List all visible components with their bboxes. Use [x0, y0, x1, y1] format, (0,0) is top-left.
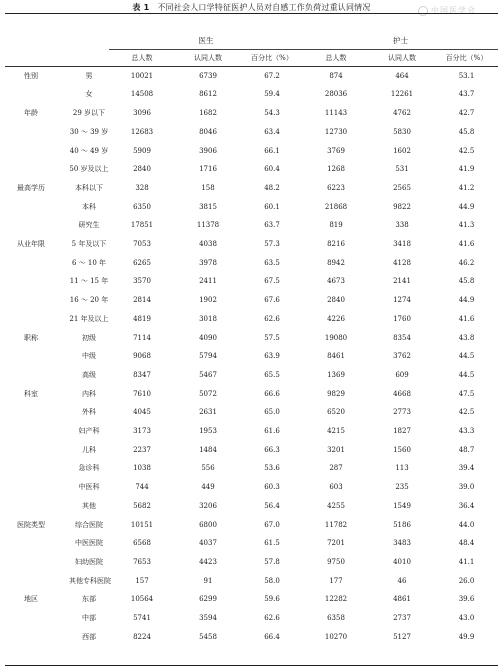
col-header-doctor-percent: 百分比（%）	[241, 49, 303, 66]
cell-doctor-percent: 57.8	[264, 557, 280, 566]
row-category	[5, 478, 57, 497]
table-row	[5, 254, 498, 273]
cell-nurse-percent: 45.8	[458, 127, 475, 136]
row-category: 从业年限	[17, 240, 45, 249]
cell-doctor-agree: 6800	[199, 520, 217, 529]
cell-nurse-percent: 41.6	[458, 314, 475, 323]
table-row	[5, 347, 498, 366]
cell-nurse-total: 12730	[324, 127, 348, 136]
row-category	[5, 254, 57, 273]
cell-nurse-percent: 42.5	[458, 146, 475, 155]
cell-doctor-percent: 60.1	[264, 202, 280, 211]
cell-nurse-total: 1268	[327, 165, 345, 174]
row-subgroup: 30 ～ 39 岁	[69, 127, 109, 136]
cell-nurse-agree: 3418	[393, 240, 411, 249]
cell-nurse-percent: 43.3	[458, 427, 475, 436]
cell-doctor-agree: 2411	[199, 277, 217, 286]
row-subgroup: 女	[85, 90, 93, 99]
cell-nurse-agree: 46	[397, 576, 407, 585]
cell-doctor-agree: 1682	[199, 109, 217, 118]
cell-doctor-percent: 67.2	[264, 71, 280, 80]
cell-doctor-total: 8347	[133, 370, 151, 379]
cell-nurse-total: 28036	[324, 90, 348, 99]
cell-nurse-agree: 338	[395, 221, 409, 230]
cell-doctor-percent: 66.6	[264, 389, 280, 398]
cell-doctor-total: 9068	[133, 352, 151, 361]
cell-nurse-percent: 41.2	[458, 183, 475, 192]
cell-doctor-agree: 1953	[199, 427, 217, 436]
row-subgroup: 其他	[82, 501, 96, 510]
cell-nurse-percent: 44.9	[458, 296, 475, 305]
row-subgroup: 外科	[82, 408, 96, 417]
table-row	[5, 590, 498, 609]
cell-doctor-total: 157	[135, 576, 149, 585]
cell-nurse-agree: 609	[395, 370, 409, 379]
cell-doctor-agree: 5458	[199, 632, 217, 641]
row-category	[5, 534, 57, 553]
row-category	[5, 198, 57, 217]
row-category: 最高学历	[17, 183, 45, 192]
table-row	[5, 329, 498, 348]
cell-doctor-total: 4819	[133, 314, 151, 323]
row-subgroup: 内科	[82, 389, 96, 398]
cell-nurse-total: 6358	[327, 614, 345, 623]
group-header-nurse: 护士	[303, 33, 498, 50]
cell-nurse-percent: 41.9	[458, 165, 475, 174]
cell-nurse-percent: 43.7	[458, 90, 475, 99]
cell-doctor-agree: 1484	[199, 445, 217, 454]
cell-doctor-agree: 5794	[199, 352, 217, 361]
table-row	[5, 459, 498, 478]
col-header-nurse-total: 总人数	[303, 49, 369, 66]
cell-doctor-percent: 66.1	[264, 146, 280, 155]
row-subgroup: 50 岁及以上	[69, 165, 109, 174]
cell-doctor-agree: 3815	[199, 202, 217, 211]
cell-doctor-percent: 66.3	[264, 445, 280, 454]
cell-doctor-percent: 60.3	[264, 483, 280, 492]
row-subgroup: 初级	[82, 333, 96, 342]
cell-nurse-percent: 47.5	[458, 389, 475, 398]
row-category: 性别	[24, 71, 38, 80]
cell-nurse-agree: 1827	[393, 427, 411, 436]
cell-doctor-total: 12683	[130, 127, 154, 136]
cell-doctor-agree: 11378	[196, 221, 220, 230]
cell-doctor-percent: 67.0	[264, 520, 280, 529]
cell-nurse-total: 4255	[327, 501, 345, 510]
row-category	[5, 459, 57, 478]
table-row	[5, 216, 498, 235]
row-category	[5, 85, 57, 104]
table-title: 不同社会人口学特征医护人员对自感工作负荷过重认同情况	[157, 3, 371, 12]
row-subgroup: 29 岁以下	[72, 109, 106, 118]
cell-nurse-percent: 53.1	[458, 71, 475, 80]
row-category	[5, 609, 57, 628]
table-row	[5, 179, 498, 198]
cell-nurse-total: 9829	[327, 389, 345, 398]
cell-nurse-agree: 1549	[393, 501, 411, 510]
row-subgroup: 16 ～ 20 年	[69, 296, 109, 305]
cell-doctor-agree: 4038	[199, 240, 217, 249]
table-row	[5, 553, 498, 572]
cell-doctor-percent: 56.4	[264, 501, 280, 510]
cell-doctor-percent: 57.3	[264, 240, 280, 249]
cell-nurse-agree: 3762	[393, 352, 411, 361]
cell-doctor-total: 2237	[133, 445, 151, 454]
cell-doctor-total: 10021	[130, 71, 154, 80]
group-header-row	[5, 33, 498, 50]
row-category	[5, 142, 57, 161]
table-row	[5, 66, 498, 85]
cell-doctor-total: 17851	[130, 221, 154, 230]
row-subgroup: 6 ～ 10 年	[71, 258, 107, 267]
table-row	[5, 272, 498, 291]
row-category	[5, 497, 57, 516]
data-table	[5, 13, 498, 666]
table-row	[5, 142, 498, 161]
col-header-nurse-agree: 认同人数	[369, 49, 435, 66]
col-header-doctor-total: 总人数	[109, 49, 175, 66]
cell-nurse-percent: 41.3	[458, 221, 475, 230]
row-subgroup: 急诊科	[78, 464, 100, 473]
cell-nurse-percent: 36.4	[458, 501, 475, 510]
cell-nurse-agree: 464	[395, 71, 409, 80]
cell-doctor-total: 3570	[133, 277, 151, 286]
cell-nurse-percent: 26.0	[458, 576, 475, 585]
cell-doctor-percent: 62.6	[264, 314, 280, 323]
cell-nurse-agree: 2565	[393, 183, 411, 192]
row-category	[5, 310, 57, 329]
cell-doctor-percent: 63.5	[264, 258, 280, 267]
bottom-rule	[5, 646, 498, 665]
cell-nurse-total: 3769	[327, 146, 345, 155]
cell-doctor-total: 5682	[133, 501, 151, 510]
cell-doctor-total: 6265	[133, 258, 151, 267]
row-category	[5, 572, 57, 591]
cell-doctor-total: 5741	[133, 614, 151, 623]
cell-doctor-agree: 6739	[199, 71, 217, 80]
cell-nurse-total: 7201	[327, 539, 345, 548]
row-category	[5, 160, 57, 179]
cell-nurse-agree: 2737	[393, 614, 411, 623]
cell-doctor-total: 10564	[130, 595, 154, 604]
cell-nurse-agree: 1602	[393, 146, 411, 155]
cell-doctor-agree: 3906	[199, 146, 217, 155]
cell-doctor-percent: 53.6	[264, 464, 280, 473]
row-subgroup: 其他专科医院	[69, 576, 111, 585]
cell-nurse-total: 11143	[324, 109, 348, 118]
cell-doctor-agree: 4423	[199, 557, 217, 566]
cell-nurse-agree: 1760	[393, 314, 411, 323]
cell-doctor-agree: 2631	[199, 408, 217, 417]
cell-doctor-agree: 6299	[199, 595, 217, 604]
row-subgroup: 综合医院	[75, 520, 103, 529]
row-category: 科室	[24, 389, 38, 398]
cell-nurse-total: 8216	[327, 240, 345, 249]
cell-doctor-agree: 3978	[199, 258, 217, 267]
cell-doctor-total: 2814	[133, 296, 151, 305]
table-number: 表 1	[132, 3, 150, 12]
cell-nurse-percent: 39.6	[458, 595, 475, 604]
cell-doctor-total: 5909	[133, 146, 151, 155]
row-category: 职称	[24, 333, 38, 342]
table-row	[5, 609, 498, 628]
top-rule	[5, 14, 498, 33]
row-subgroup: 妇幼医院	[75, 557, 103, 566]
cell-doctor-agree: 8612	[199, 90, 217, 99]
cell-doctor-percent: 60.4	[264, 165, 280, 174]
cell-nurse-agree: 2773	[393, 408, 411, 417]
cell-nurse-percent: 44.5	[458, 370, 475, 379]
table-row	[5, 385, 498, 404]
cell-nurse-agree: 235	[395, 483, 409, 492]
cell-nurse-percent: 48.7	[458, 445, 475, 454]
cell-doctor-percent: 54.3	[264, 109, 280, 118]
cell-nurse-percent: 44.0	[458, 520, 475, 529]
cell-nurse-agree: 5830	[393, 127, 411, 136]
table-row	[5, 198, 498, 217]
table-row	[5, 516, 498, 535]
table-row	[5, 291, 498, 310]
cell-doctor-percent: 61.6	[264, 427, 280, 436]
cell-doctor-total: 7653	[133, 557, 151, 566]
cell-nurse-percent: 43.0	[458, 614, 475, 623]
row-subgroup: 本科	[82, 202, 96, 211]
row-subgroup: 21 年及以上	[69, 314, 109, 323]
row-subgroup: 妇产科	[78, 427, 100, 436]
table-row	[5, 628, 498, 647]
row-category	[5, 272, 57, 291]
row-subgroup: 中医科	[78, 483, 100, 492]
table-row	[5, 104, 498, 123]
cell-doctor-percent: 62.6	[264, 614, 280, 623]
cell-doctor-total: 8224	[133, 632, 151, 641]
row-category: 年龄	[24, 109, 38, 118]
cell-doctor-percent: 65.0	[264, 408, 280, 417]
cell-nurse-total: 12282	[324, 595, 348, 604]
cell-doctor-percent: 59.4	[264, 90, 280, 99]
row-category	[5, 628, 57, 647]
cell-nurse-percent: 44.9	[458, 202, 475, 211]
row-category	[5, 441, 57, 460]
cell-doctor-agree: 158	[201, 183, 215, 192]
cell-nurse-percent: 42.5	[458, 408, 475, 417]
cell-doctor-agree: 8046	[199, 127, 217, 136]
row-subgroup: 研究生	[78, 221, 100, 230]
table-row	[5, 366, 498, 385]
cell-nurse-total: 21868	[324, 202, 348, 211]
cell-doctor-percent: 65.5	[264, 370, 280, 379]
cell-nurse-total: 6223	[327, 183, 345, 192]
row-category	[5, 403, 57, 422]
cell-nurse-agree: 531	[395, 165, 409, 174]
row-category	[5, 123, 57, 142]
cell-nurse-agree: 5127	[393, 632, 411, 641]
row-subgroup: 男	[85, 71, 93, 80]
row-category	[5, 553, 57, 572]
row-subgroup: 西部	[82, 632, 96, 641]
cell-doctor-percent: 59.6	[264, 595, 280, 604]
cell-doctor-percent: 48.2	[264, 183, 280, 192]
cell-nurse-total: 4215	[327, 427, 345, 436]
cell-nurse-percent: 39.0	[458, 483, 475, 492]
cell-doctor-total: 1038	[133, 464, 151, 473]
cell-doctor-total: 744	[135, 483, 149, 492]
cell-nurse-agree: 5186	[393, 520, 411, 529]
table-row	[5, 497, 498, 516]
col-header-nurse-percent: 百分比（%）	[435, 49, 498, 66]
cell-doctor-agree: 4037	[199, 539, 217, 548]
cell-nurse-total: 19080	[324, 333, 348, 342]
cell-doctor-total: 7610	[133, 389, 151, 398]
cell-doctor-agree: 91	[203, 576, 213, 585]
cell-nurse-percent: 41.1	[458, 557, 475, 566]
row-subgroup: 东部	[82, 595, 96, 604]
cell-doctor-total: 3096	[133, 109, 151, 118]
cell-doctor-percent: 58.0	[264, 576, 280, 585]
cell-nurse-total: 10270	[324, 632, 348, 641]
row-subgroup: 5 年及以下	[71, 240, 107, 249]
cell-doctor-agree: 3594	[199, 614, 217, 623]
cell-doctor-total: 328	[135, 183, 149, 192]
cell-nurse-total: 1369	[327, 370, 345, 379]
row-category	[5, 422, 57, 441]
row-subgroup: 中级	[82, 352, 96, 361]
cell-nurse-agree: 12261	[390, 90, 414, 99]
cell-doctor-agree: 5467	[199, 370, 217, 379]
cell-doctor-agree: 4090	[199, 333, 217, 342]
cell-nurse-total: 2840	[327, 296, 345, 305]
table-row	[5, 85, 498, 104]
row-subgroup: 11 ～ 15 年	[69, 277, 109, 286]
cell-nurse-agree: 8354	[393, 333, 411, 342]
cell-doctor-percent: 57.5	[264, 333, 280, 342]
watermark-text: 中国医学会	[431, 6, 476, 15]
cell-doctor-percent: 63.9	[264, 352, 280, 361]
cell-doctor-total: 10151	[130, 520, 154, 529]
cell-nurse-agree: 113	[395, 464, 409, 473]
table-row	[5, 403, 498, 422]
cell-nurse-agree: 4762	[393, 109, 411, 118]
cell-nurse-agree: 3483	[393, 539, 411, 548]
cell-doctor-agree: 1902	[199, 296, 217, 305]
table-row	[5, 478, 498, 497]
cell-nurse-agree: 4010	[393, 557, 411, 566]
cell-nurse-total: 9750	[327, 557, 345, 566]
cell-nurse-percent: 46.2	[458, 258, 475, 267]
cell-nurse-percent: 49.9	[458, 632, 475, 641]
table-row	[5, 123, 498, 142]
row-category: 医院类型	[17, 520, 45, 529]
row-subgroup: 40 ～ 49 岁	[69, 146, 109, 155]
cell-doctor-total: 4045	[133, 408, 151, 417]
table-row	[5, 422, 498, 441]
cell-nurse-agree: 4668	[393, 389, 411, 398]
table-row	[5, 534, 498, 553]
cell-nurse-total: 6520	[327, 408, 345, 417]
cell-nurse-total: 11782	[324, 520, 348, 529]
row-category	[5, 291, 57, 310]
table-row	[5, 572, 498, 591]
cell-doctor-percent: 67.6	[264, 296, 280, 305]
cell-doctor-percent: 66.4	[264, 632, 280, 641]
cell-nurse-total: 287	[329, 464, 343, 473]
cell-doctor-agree: 556	[201, 464, 215, 473]
cell-nurse-percent: 39.4	[458, 464, 475, 473]
cell-nurse-total: 874	[329, 71, 343, 80]
cell-nurse-agree: 4128	[393, 258, 411, 267]
col-header-doctor-agree: 认同人数	[175, 49, 241, 66]
cell-nurse-total: 8942	[327, 258, 345, 267]
row-subgroup: 儿科	[82, 445, 96, 454]
cell-doctor-agree: 3206	[199, 501, 217, 510]
cell-nurse-total: 177	[329, 576, 343, 585]
cell-doctor-percent: 61.5	[264, 539, 280, 548]
cell-doctor-agree: 3018	[199, 314, 217, 323]
cell-nurse-agree: 4861	[393, 595, 411, 604]
cell-nurse-agree: 9822	[393, 202, 411, 211]
row-category: 地区	[24, 595, 38, 604]
cell-nurse-agree: 1560	[393, 445, 411, 454]
cell-nurse-total: 603	[329, 483, 343, 492]
row-subgroup: 高级	[82, 370, 96, 379]
row-category	[5, 347, 57, 366]
cell-doctor-total: 7114	[133, 333, 151, 342]
table-row	[5, 160, 498, 179]
row-subgroup: 本科以下	[75, 183, 103, 192]
column-header-row	[5, 49, 498, 66]
cell-nurse-total: 4226	[327, 314, 345, 323]
cell-nurse-agree: 2141	[393, 277, 411, 286]
cell-doctor-percent: 63.7	[264, 221, 280, 230]
cell-nurse-total: 8461	[327, 352, 345, 361]
cell-doctor-total: 7053	[133, 240, 151, 249]
cell-doctor-total: 3173	[133, 427, 151, 436]
cell-doctor-agree: 5072	[199, 389, 217, 398]
group-header-doctor: 医生	[109, 33, 303, 50]
cell-nurse-percent: 45.8	[458, 277, 475, 286]
cell-nurse-percent: 42.7	[458, 109, 475, 118]
table-row	[5, 441, 498, 460]
cell-doctor-percent: 67.5	[264, 277, 280, 286]
cell-doctor-agree: 449	[201, 483, 215, 492]
cell-nurse-percent: 41.6	[458, 240, 475, 249]
cell-nurse-percent: 48.4	[458, 539, 475, 548]
row-category	[5, 366, 57, 385]
cell-nurse-total: 819	[329, 221, 343, 230]
cell-nurse-percent: 44.5	[458, 352, 475, 361]
cell-doctor-agree: 1716	[199, 165, 217, 174]
cell-doctor-total: 6568	[133, 539, 151, 548]
table-row	[5, 235, 498, 254]
cell-nurse-total: 3201	[327, 445, 345, 454]
cell-doctor-total: 2840	[133, 165, 151, 174]
cell-doctor-total: 14508	[130, 90, 154, 99]
row-subgroup: 中医医院	[75, 539, 103, 548]
cell-nurse-agree: 1274	[393, 296, 411, 305]
cell-nurse-total: 4673	[327, 277, 345, 286]
cell-doctor-total: 6350	[133, 202, 151, 211]
cell-doctor-percent: 63.4	[264, 127, 280, 136]
row-category	[5, 216, 57, 235]
table-row	[5, 310, 498, 329]
cell-nurse-percent: 43.8	[458, 333, 475, 342]
row-subgroup: 中部	[82, 614, 96, 623]
